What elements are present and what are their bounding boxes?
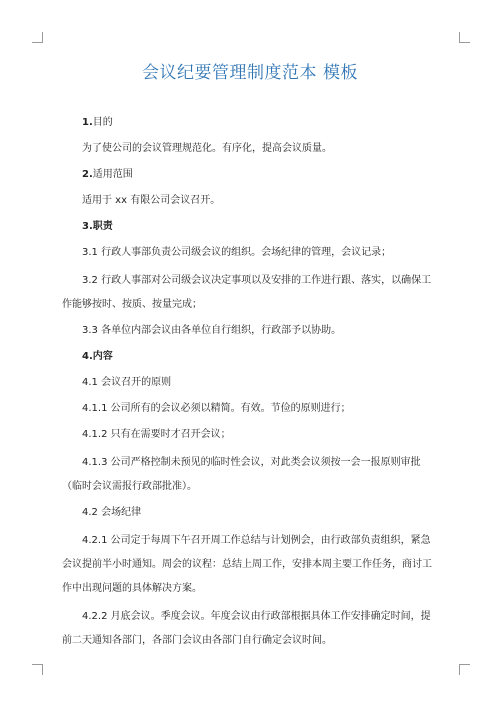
paragraph: 3.1 行政人事部负责公司级会议的组织。会场纪律的管理，会议记录； (82, 247, 392, 258)
page-corner-mark-bottom-right (459, 664, 470, 675)
page-corner-mark-top-right (459, 32, 470, 43)
section-heading (62, 217, 438, 236)
section-responsibilities (62, 217, 438, 340)
paragraph: 4.2 会场纪律 (82, 507, 142, 518)
paragraph: 4.2.2 月底会议。季度会议。年度会议由行政部根据具体工作安排确定时间，提前二天通知各部门，各部门会议由各部门自行确定会议时间。 (62, 611, 431, 646)
section-heading (62, 165, 438, 184)
paragraph: 为了使公司的会议管理规范化。有序化，提高会议质量。 (82, 143, 332, 154)
paragraph: 4.1.2 只有在需要时才召开会议； (82, 429, 231, 440)
paragraph: 4.1 会议召开的原则 (82, 377, 172, 388)
section-number: 3. (82, 221, 93, 232)
section-label: 职责 (92, 221, 113, 232)
section-heading (62, 113, 438, 132)
paragraph: 4.1.1 公司所有的会议必须以精简。有效。节俭的原则进行； (82, 403, 351, 414)
document-page (62, 62, 438, 657)
paragraph: 3.3 各单位内部会议由各单位自行组织，行政部予以协助。 (82, 325, 342, 336)
page-corner-mark-top-left (32, 32, 43, 43)
section-number: 4. (82, 351, 93, 362)
section-purpose (62, 113, 438, 158)
section-scope (62, 165, 438, 210)
paragraph: 3.2 行政人事部对公司级会议决定事项以及安排的工作进行跟、落实，以确保工作能够按时、按质、按量完成； (62, 275, 432, 310)
section-label: 适用范围 (92, 169, 133, 180)
paragraph: 4.2.1 公司定于每周下午召开周工作总结与计划例会，由行政部负责组织，紧急会议提前半小时通知。周会的议程：总结上周工作，安排本周主要工作任务，商讨工作中出现问题的具体解决方案。 (62, 535, 432, 594)
page-corner-mark-bottom-left (32, 664, 43, 675)
document-title: 会议纪要管理制度范本 模板 (142, 63, 358, 83)
section-label: 内容 (92, 351, 113, 362)
paragraph: 4.1.3 公司严格控制未预见的临时性会议，对此类会议须按一会一报原则审批（临时会议需报行政部批准）。 (62, 457, 421, 492)
section-label: 目的 (92, 117, 113, 128)
paragraph: 适用于 xx 有限公司会议召开。 (82, 195, 221, 206)
section-number: 1. (82, 117, 93, 128)
section-content (62, 347, 438, 653)
section-heading (62, 347, 438, 366)
section-number: 2. (82, 169, 93, 180)
